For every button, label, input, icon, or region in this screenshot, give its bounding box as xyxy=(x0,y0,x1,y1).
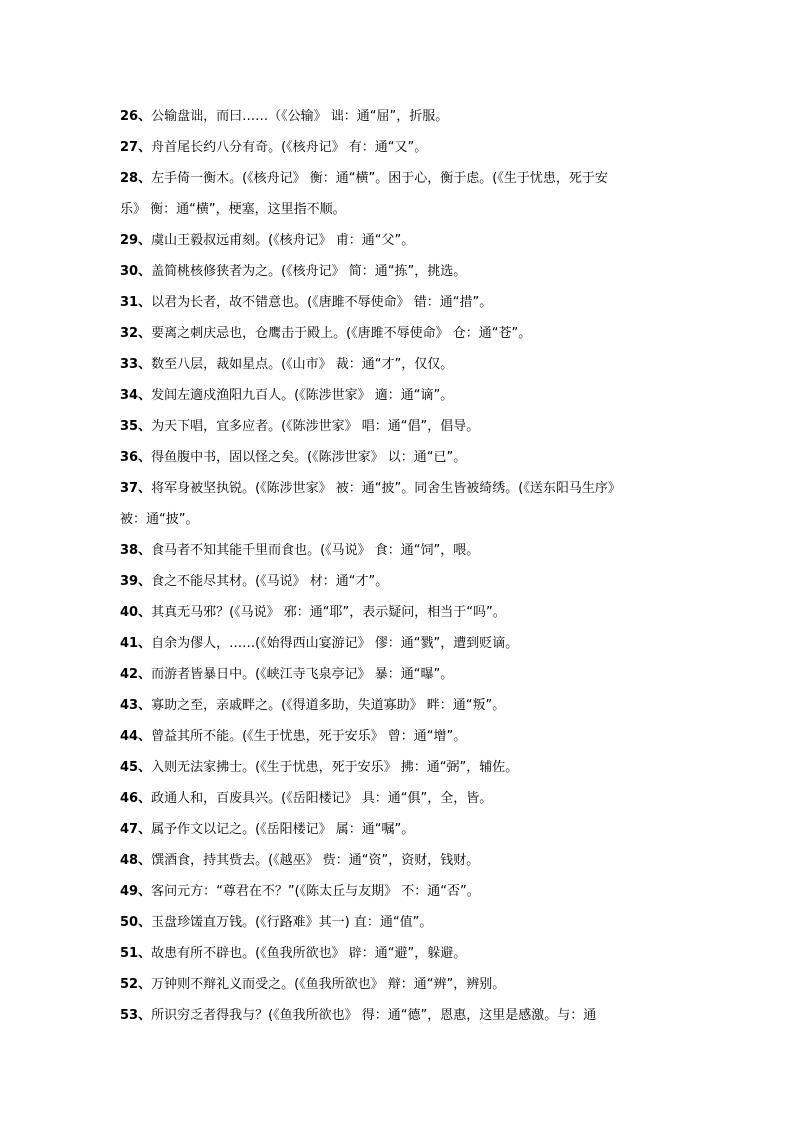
entry-number: 46、 xyxy=(120,791,152,806)
entry-number: 43、 xyxy=(120,698,152,713)
entry-35 xyxy=(120,411,680,442)
entry-text: 发闾左適戍渔阳九百人。(《陈涉世家》 適：通“谪”。 xyxy=(151,388,454,403)
entry-number: 32、 xyxy=(120,326,152,341)
entry-text: 客问元方：“尊君在不？”(《陈太丘与友期》 不：通“否”。 xyxy=(151,884,480,899)
entry-number: 30、 xyxy=(120,264,152,279)
entry-text: 故患有所不辟也。(《鱼我所欲也》 辟：通“避”，躲避。 xyxy=(151,946,467,961)
entry-48 xyxy=(120,845,680,876)
entry-39 xyxy=(120,566,680,597)
entry-text: 左手倚一衡木。(《核舟记》 衡：通“横”。困于心，衡于虑。(《生于忧患，死于安 xyxy=(151,171,608,186)
entry-41 xyxy=(120,628,680,659)
entry-36 xyxy=(120,442,680,473)
entry-28 xyxy=(120,163,680,194)
entry-number: 48、 xyxy=(120,853,152,868)
entry-text: 舟首尾长约八分有奇。(《核舟记》 有：通“又”。 xyxy=(151,140,428,155)
entry-49 xyxy=(120,876,680,907)
entry-38 xyxy=(120,535,680,566)
entry-number: 52、 xyxy=(120,977,152,992)
entry-number: 26、 xyxy=(120,109,152,124)
entry-42 xyxy=(120,659,680,690)
entry-number: 31、 xyxy=(120,295,152,310)
entry-number: 27、 xyxy=(120,140,152,155)
entry-list xyxy=(120,101,680,1031)
entry-40 xyxy=(120,597,680,628)
entry-text: 寡助之至，亲戚畔之。(《得道多助，失道寡助》 畔：通“叛”。 xyxy=(151,698,506,713)
entry-number: 51、 xyxy=(120,946,152,961)
entry-number: 29、 xyxy=(120,233,152,248)
entry-text: 属予作文以记之。(《岳阳楼记》 属：通“嘱”。 xyxy=(151,822,415,837)
entry-text: 虞山王毅叔远甫刻。(《核舟记》 甫：通“父”。 xyxy=(151,233,415,248)
entry-text: 所识穷乏者得我与？(《鱼我所欲也》 得：通“德”，恩惠，这里是感激。与：通 xyxy=(151,1008,597,1023)
entry-text: 公输盘诎，而曰……（《公输》 诎：通“屈”，折服。 xyxy=(151,109,449,124)
entry-number: 34、 xyxy=(120,388,152,403)
entry-text: 而游者皆暴日中。(《峡江寺飞泉亭记》 暴：通“曝”。 xyxy=(151,667,454,682)
entry-text: 自余为僇人，……(《始得西山宴游记》 僇：通“戮”，遭到贬谪。 xyxy=(151,636,519,651)
entry-number: 41、 xyxy=(120,636,152,651)
entry-number: 36、 xyxy=(120,450,152,465)
entry-text: 数至八层，裁如星点。(《山市》 裁：通“才”，仅仅。 xyxy=(151,357,454,372)
entry-number: 38、 xyxy=(120,543,152,558)
entry-number: 40、 xyxy=(120,605,152,620)
entry-text: 玉盘珍馐直万钱。(《行路难》其一) 直：通“值”。 xyxy=(151,915,433,930)
entry-text: 馔酒食，持其赀去。(《越巫》 赀：通“资”，资财，钱财。 xyxy=(151,853,480,868)
entry-31 xyxy=(120,287,680,318)
entry-46 xyxy=(120,783,680,814)
entry-number: 45、 xyxy=(120,760,152,775)
entry-number: 33、 xyxy=(120,357,152,372)
entry-50 xyxy=(120,907,680,938)
entry-number: 37、 xyxy=(120,481,152,496)
entry-text: 政通人和，百废具兴。(《岳阳楼记》 具：通“俱”，全，皆。 xyxy=(151,791,493,806)
entry-44 xyxy=(120,721,680,752)
entry-text: 为天下唱，宜多应者。(《陈涉世家》 唱：通“倡”，倡导。 xyxy=(151,419,480,434)
entry-number: 39、 xyxy=(120,574,152,589)
entry-51 xyxy=(120,938,680,969)
entry-37 xyxy=(120,473,680,504)
entry-47 xyxy=(120,814,680,845)
entry-text: 食之不能尽其材。(《马说》 材：通“才”。 xyxy=(151,574,389,589)
entry-30 xyxy=(120,256,680,287)
entry-number: 42、 xyxy=(120,667,152,682)
entry-43 xyxy=(120,690,680,721)
entry-34 xyxy=(120,380,680,411)
entry-26 xyxy=(120,101,680,132)
entry-text: 其真无马邪？(《马说》 邪：通“耶”，表示疑问，相当于“吗”。 xyxy=(151,605,506,620)
entry-number: 35、 xyxy=(120,419,152,434)
entry-number: 50、 xyxy=(120,915,152,930)
entry-text: 盖简桃核修狭者为之。(《核舟记》 简：通“拣”，挑选。 xyxy=(151,264,467,279)
entry-text: 入则无法家拂士。(《生于忧患，死于安乐》 拂：通“弼”，辅佐。 xyxy=(151,760,519,775)
entry-53 xyxy=(120,1000,680,1031)
entry-27 xyxy=(120,132,680,163)
entry-text: 以君为长者，故不错意也。(《唐雎不辱使命》 错：通“措”。 xyxy=(151,295,493,310)
entry-continuation: 乐》 衡：通“横”，梗塞，这里指不顺。 xyxy=(120,202,346,217)
entry-number: 28、 xyxy=(120,171,152,186)
entry-text: 食马者不知其能千里而食也。(《马说》 食：通“饲”，喂。 xyxy=(151,543,480,558)
entry-45 xyxy=(120,752,680,783)
entry-52 xyxy=(120,969,680,1000)
entry-33 xyxy=(120,349,680,380)
entry-text: 万钟则不辩礼义而受之。(《鱼我所欲也》 辩：通“辨”，辨别。 xyxy=(151,977,506,992)
entry-text: 曾益其所不能。(《生于忧患，死于安乐》 曾：通“增”。 xyxy=(151,729,467,744)
entry-text: 要离之刺庆忌也，仓鹰击于殿上。(《唐雎不辱使命》 仓：通“苍”。 xyxy=(151,326,532,341)
entry-text: 将军身被坚执锐。(《陈涉世家》 被：通“披”。同舍生皆被绮绣。(《送东阳马生序》 xyxy=(151,481,621,496)
entry-text: 得鱼腹中书，固以怪之矣。(《陈涉世家》 以：通“已”。 xyxy=(151,450,467,465)
entry-number: 44、 xyxy=(120,729,152,744)
entry-continuation: 被：通“披”。 xyxy=(120,512,199,527)
entry-number: 49、 xyxy=(120,884,152,899)
entry-number: 47、 xyxy=(120,822,152,837)
entry-32 xyxy=(120,318,680,349)
entry-number: 53、 xyxy=(120,1008,152,1023)
entry-29 xyxy=(120,225,680,256)
